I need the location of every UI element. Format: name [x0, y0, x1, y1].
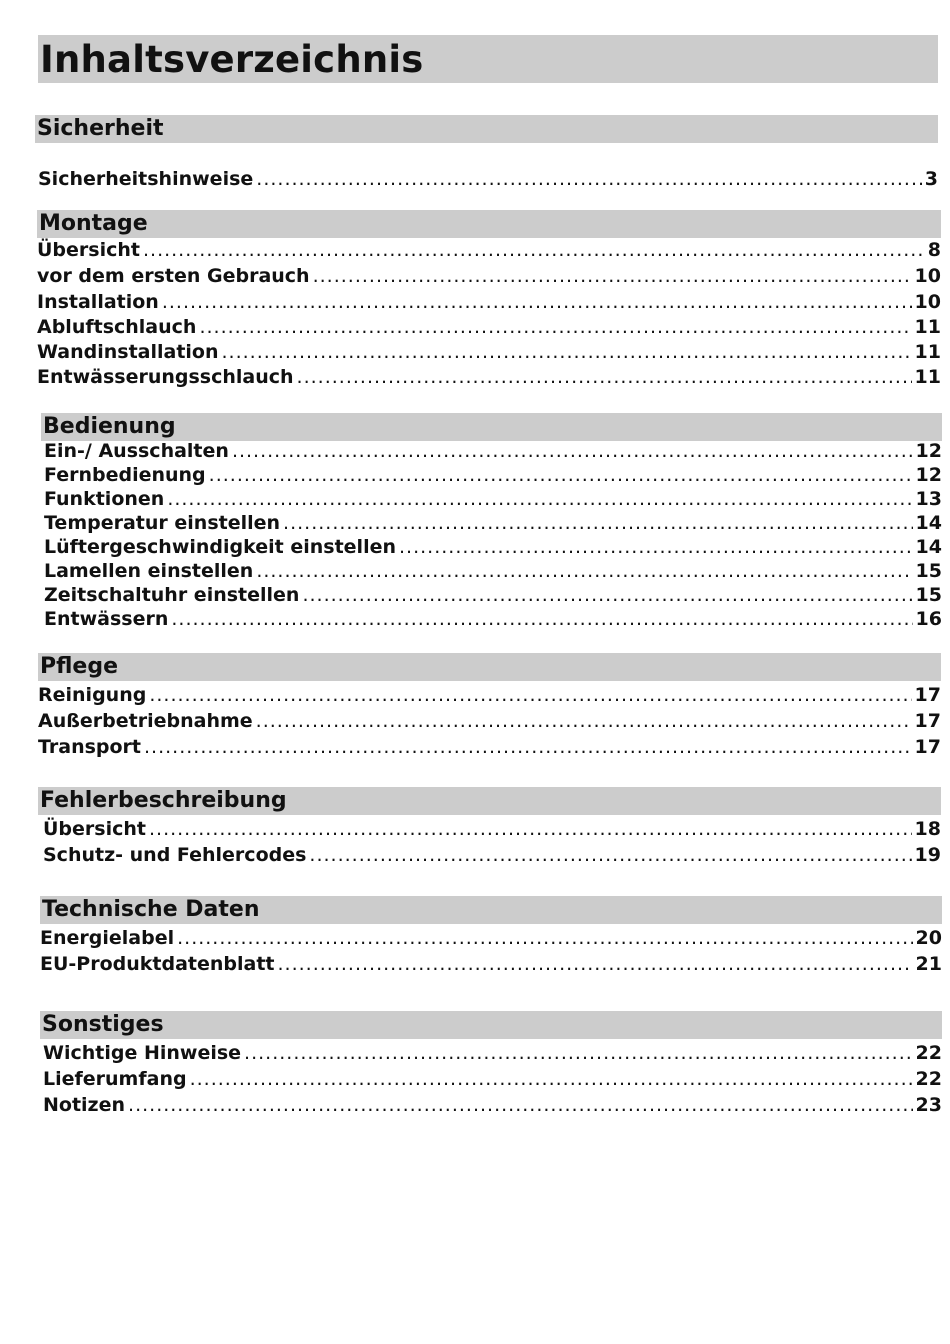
section-fehlerbeschreibung: [38, 787, 941, 866]
toc-entry[interactable]: [38, 680, 941, 706]
toc-entry-page: 17: [914, 684, 941, 706]
section-technische-daten: [40, 896, 942, 975]
toc-entry-page: 11: [914, 366, 941, 388]
section-heading: Pflege: [38, 653, 941, 681]
toc-entry-label: Funktionen: [44, 488, 165, 510]
toc-entry-page: 16: [915, 608, 942, 630]
leader-dots: [149, 684, 911, 706]
toc-entry-label: Schutz- und Fehlercodes: [43, 844, 307, 866]
toc-entry-label: Übersicht: [37, 239, 140, 261]
toc-entry-page: 23: [915, 1094, 942, 1116]
page-title-bar: [38, 35, 938, 83]
toc-entry-page: 12: [915, 464, 942, 486]
toc-entry[interactable]: [38, 732, 941, 758]
section-heading: Fehlerbeschreibung: [38, 787, 941, 815]
toc-entry-label: Transport: [38, 736, 142, 758]
toc-entry-label: Lieferumfang: [43, 1068, 187, 1090]
leader-dots: [209, 464, 913, 486]
toc-entry-page: 11: [914, 341, 941, 363]
toc-entry-label: Wandinstallation: [37, 341, 219, 363]
toc-entry[interactable]: [37, 261, 941, 287]
toc-entry[interactable]: [44, 510, 942, 534]
toc-entry-label: Energielabel: [40, 927, 175, 949]
toc-entry[interactable]: [44, 558, 942, 582]
section-sicherheit: [35, 115, 938, 190]
leader-dots: [177, 927, 912, 949]
toc-entry-label: Notizen: [43, 1094, 126, 1116]
toc-entry-page: 14: [915, 512, 942, 534]
toc-entry-page: 17: [914, 736, 941, 758]
toc-entry[interactable]: [43, 840, 941, 866]
toc-entry[interactable]: [37, 338, 941, 363]
toc-entry[interactable]: [44, 606, 942, 630]
leader-dots: [256, 710, 912, 732]
toc-entry-page: 22: [915, 1042, 942, 1064]
toc-entry-page: 22: [915, 1068, 942, 1090]
toc-entry-page: 17: [914, 710, 941, 732]
toc-entry[interactable]: [44, 534, 942, 558]
toc-entry-page: 12: [915, 440, 942, 462]
leader-dots: [143, 239, 925, 261]
toc-entry-label: vor dem ersten Gebrauch: [37, 265, 310, 287]
leader-dots: [283, 512, 913, 534]
toc-entry-label: EU-Produktdatenblatt: [40, 953, 275, 975]
toc-entry[interactable]: [43, 1038, 942, 1064]
toc-entry-page: 3: [924, 168, 938, 190]
leader-dots: [313, 265, 912, 287]
toc-entry-label: Zeitschaltuhr einstellen: [44, 584, 300, 606]
toc-entry[interactable]: [37, 236, 941, 261]
toc-entry[interactable]: [37, 363, 941, 388]
toc-entry-label: Installation: [37, 291, 159, 313]
toc-entry-label: Wichtige Hinweise: [43, 1042, 242, 1064]
section-heading: Technische Daten: [40, 896, 942, 924]
toc-entry[interactable]: [43, 1090, 942, 1116]
leader-dots: [199, 316, 911, 338]
toc-entry-label: Reinigung: [38, 684, 147, 706]
toc-entry[interactable]: [40, 923, 942, 949]
page-title: Inhaltsverzeichnis: [40, 38, 424, 81]
toc-entry[interactable]: [37, 287, 941, 313]
section-heading: Sicherheit: [35, 115, 938, 143]
toc-entry-page: 18: [914, 818, 941, 840]
section-montage: [37, 210, 941, 388]
toc-entry[interactable]: [35, 165, 938, 190]
toc-entry[interactable]: [43, 1064, 942, 1090]
toc-entry-label: Übersicht: [43, 818, 146, 840]
toc-entry-page: 21: [915, 953, 942, 975]
leader-dots: [162, 291, 912, 313]
toc-entry-page: 15: [915, 560, 942, 582]
toc-entry-page: 15: [915, 584, 942, 606]
leader-dots: [256, 560, 912, 582]
leader-dots: [222, 341, 912, 363]
toc-entry-label: Entwässern: [44, 608, 169, 630]
toc-entry[interactable]: [44, 582, 942, 606]
leader-dots: [256, 168, 921, 190]
toc-entry[interactable]: [44, 438, 942, 462]
toc-entry[interactable]: [37, 313, 941, 338]
toc-entry-label: Temperatur einstellen: [44, 512, 281, 534]
toc-entry-label: Ein-/ Ausschalten: [44, 440, 229, 462]
section-heading: Bedienung: [41, 413, 942, 441]
leader-dots: [167, 488, 912, 510]
section-pflege: [38, 653, 941, 758]
section-sonstiges: [40, 1011, 942, 1116]
toc-entry-page: 11: [914, 316, 941, 338]
toc-entry-page: 8: [927, 239, 941, 261]
toc-entry[interactable]: [38, 706, 941, 732]
section-heading: Montage: [37, 210, 941, 238]
leader-dots: [244, 1042, 913, 1064]
toc-entry[interactable]: [43, 814, 941, 840]
leader-dots: [190, 1068, 913, 1090]
toc-entry-label: Lamellen einstellen: [44, 560, 254, 582]
leader-dots: [297, 366, 912, 388]
toc-entry-label: Lüftergeschwindigkeit einstellen: [44, 536, 396, 558]
leader-dots: [144, 736, 912, 758]
toc-entry[interactable]: [44, 462, 942, 486]
toc-entry-label: Außerbetriebnahme: [38, 710, 253, 732]
leader-dots: [278, 953, 913, 975]
toc-entry[interactable]: [40, 949, 942, 975]
leader-dots: [309, 844, 911, 866]
toc-entry-page: 14: [915, 536, 942, 558]
toc-entry[interactable]: [44, 486, 942, 510]
toc-entry-page: 10: [914, 291, 941, 313]
section-bedienung: [41, 413, 942, 630]
toc-entry-page: 20: [915, 927, 942, 949]
toc-entry-page: 10: [914, 265, 941, 287]
toc-entry-label: Entwässerungsschlauch: [37, 366, 294, 388]
leader-dots: [128, 1094, 913, 1116]
toc-entry-label: Fernbedienung: [44, 464, 206, 486]
leader-dots: [302, 584, 912, 606]
toc-entry-label: Sicherheitshinweise: [38, 168, 254, 190]
section-heading: Sonstiges: [40, 1011, 942, 1039]
leader-dots: [149, 818, 912, 840]
toc-entry-page: 13: [915, 488, 942, 510]
leader-dots: [171, 608, 912, 630]
toc-entry-label: Abluftschlauch: [37, 316, 197, 338]
toc-entry-page: 19: [914, 844, 941, 866]
leader-dots: [232, 440, 913, 462]
leader-dots: [399, 536, 913, 558]
